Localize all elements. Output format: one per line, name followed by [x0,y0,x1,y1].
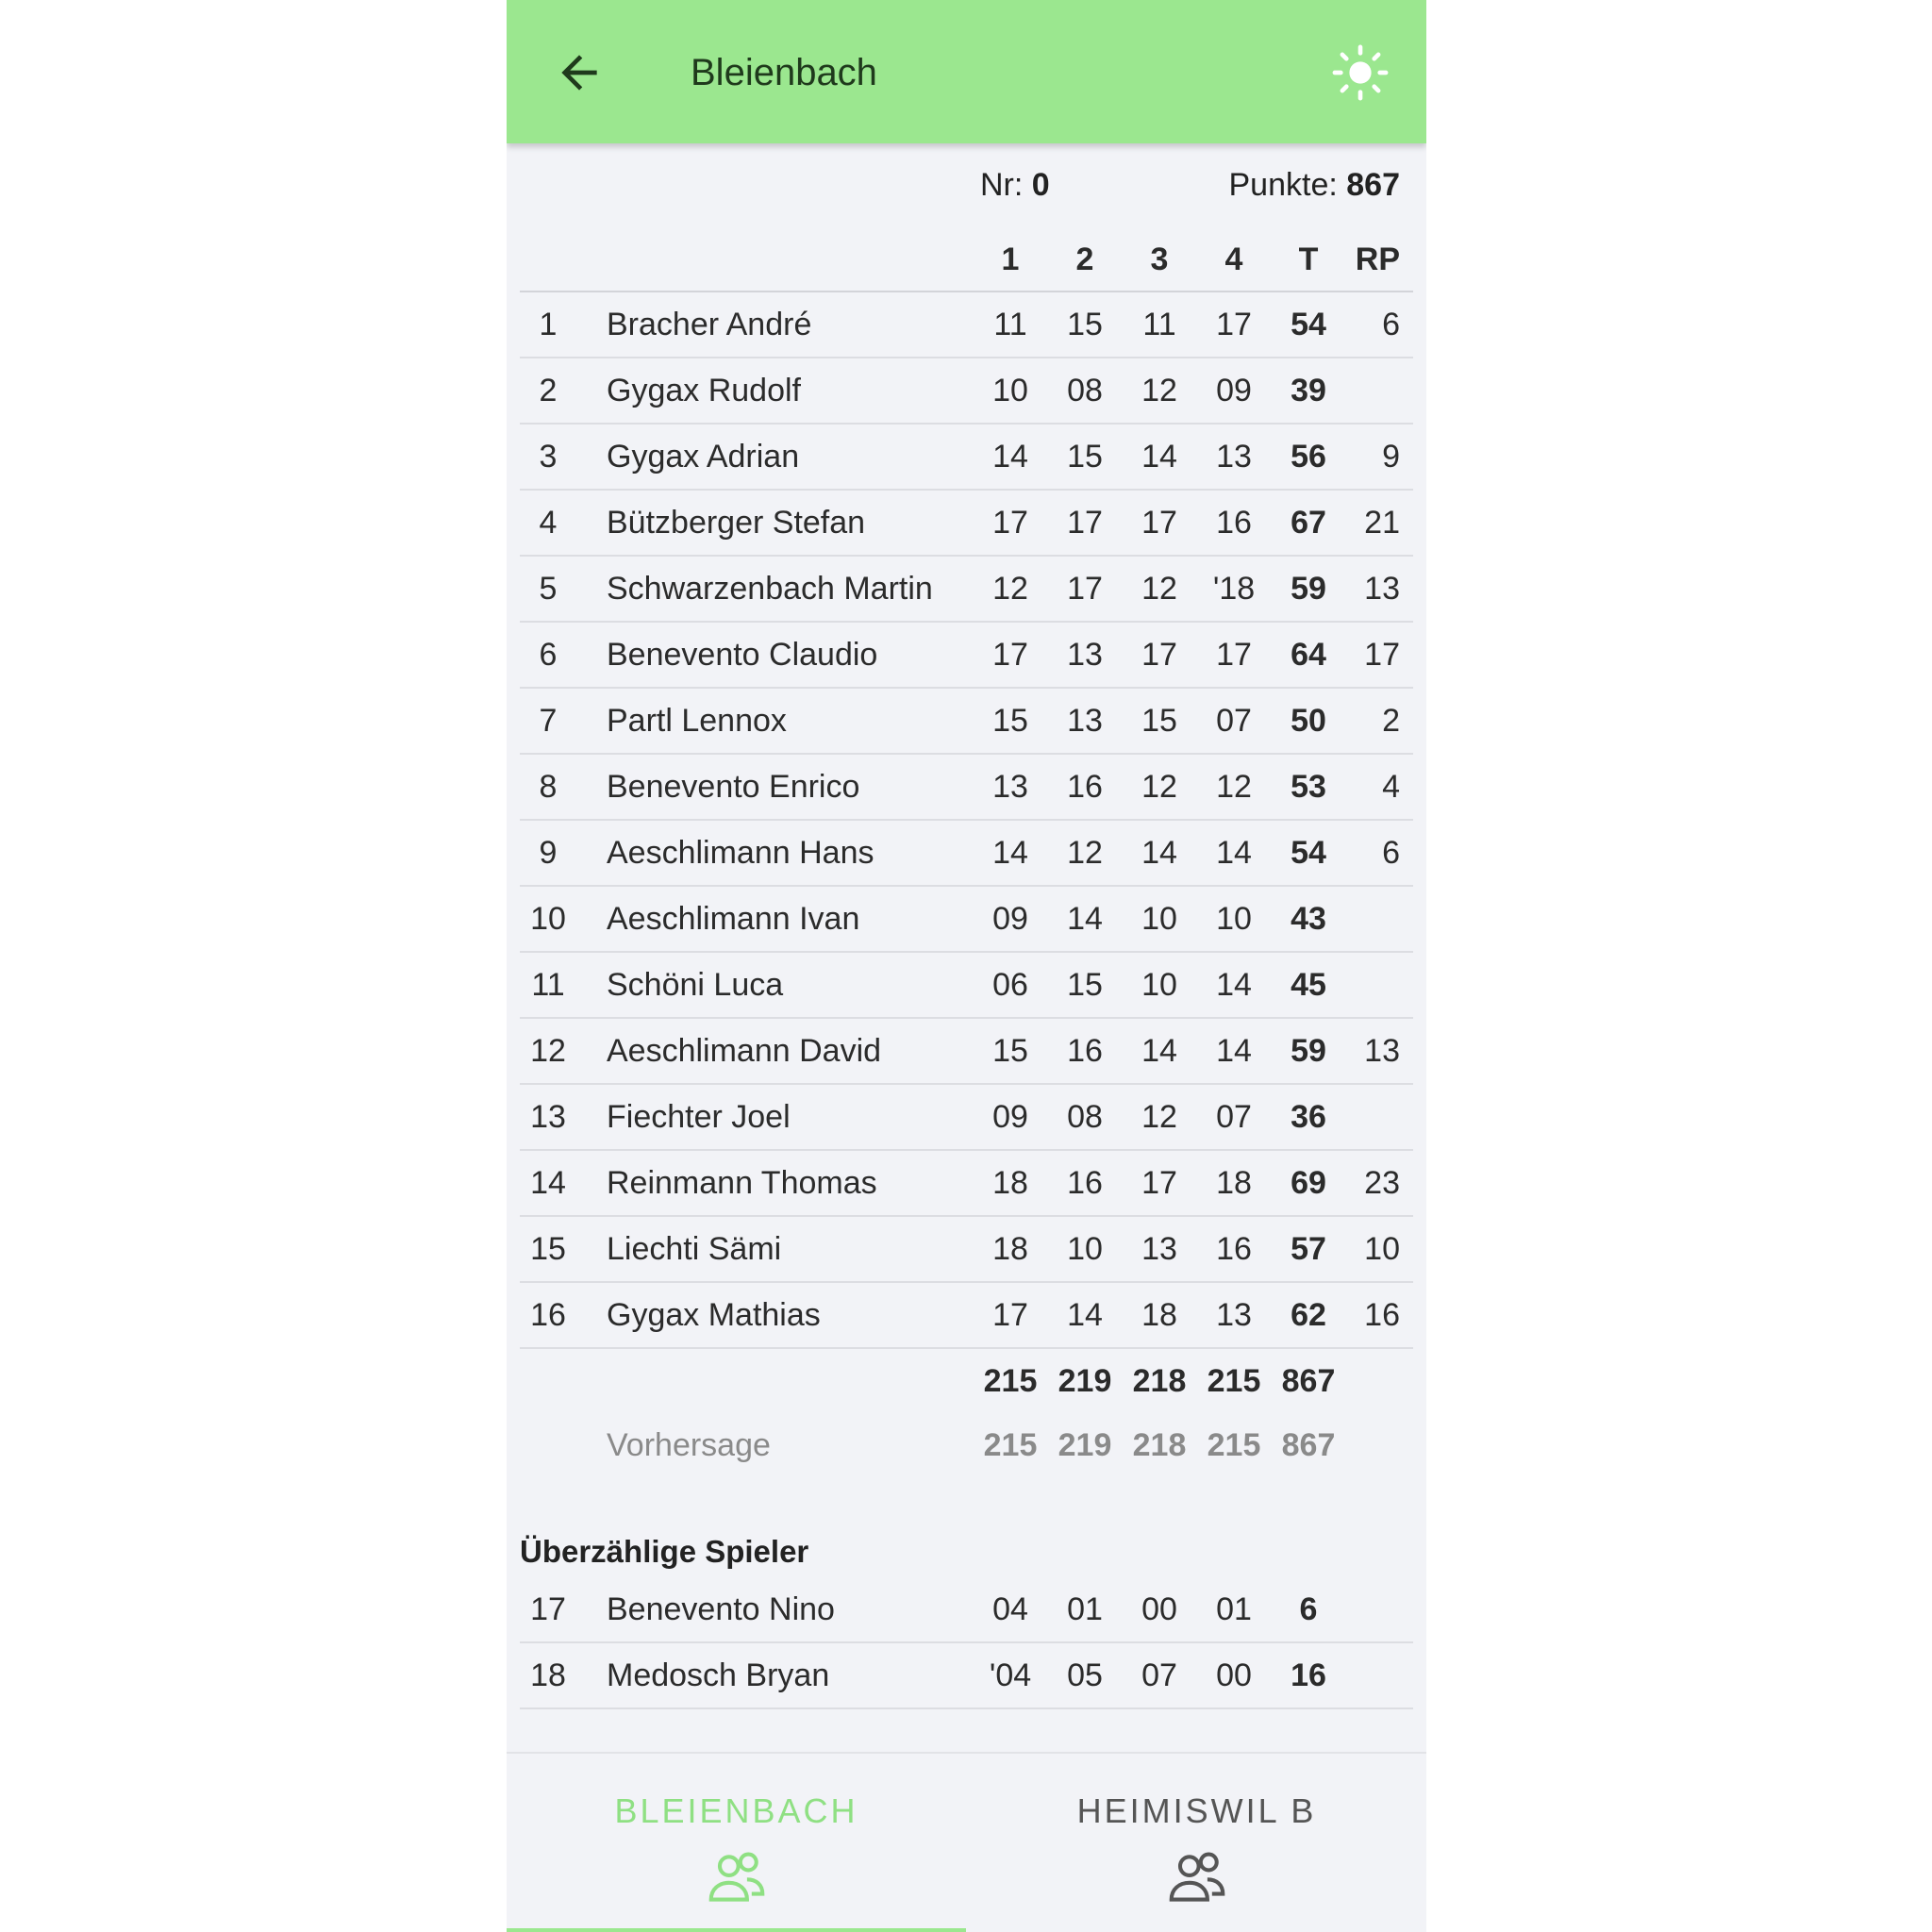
total-score: 59 [1291,571,1326,607]
total-score: 62 [1291,1297,1326,1333]
player-number: 12 [530,1033,566,1069]
column-header: 3 [1150,242,1169,277]
round-4-score: 16 [1216,1231,1252,1267]
player-name: Partl Lennox [607,703,787,739]
table-row[interactable] [520,1085,1413,1151]
column-header: RP [1355,242,1400,277]
round-2-score: 08 [1067,373,1103,408]
round-2-score: 17 [1067,571,1103,607]
round-1-score: '04 [989,1657,1032,1693]
table-row[interactable] [520,887,1413,953]
round-3-score: 00 [1141,1591,1177,1627]
column-header: 1 [1001,242,1020,277]
round-2-score: 13 [1067,703,1103,739]
prediction-round-4: 215 [1207,1427,1261,1463]
round-2-score: 16 [1067,1165,1103,1201]
player-name: Benevento Enrico [607,769,860,805]
table-row[interactable] [520,1643,1413,1709]
player-name: Schwarzenbach Martin [607,571,933,607]
group-icon [706,1848,768,1905]
score-content [520,143,1413,1709]
tab-label: HEIMISWIL B [1076,1791,1317,1830]
total-score: 36 [1291,1099,1326,1135]
sun-icon [1331,43,1390,102]
rank-points: 4 [1382,769,1400,805]
table-row[interactable] [520,425,1413,491]
player-name: Bracher André [607,307,812,342]
round-3-score: 10 [1141,901,1177,937]
app-bar [507,0,1426,143]
total-score: 45 [1291,967,1326,1003]
round-4-score: 00 [1216,1657,1252,1693]
table-row[interactable] [520,358,1413,425]
round-1-score: 13 [992,769,1028,805]
rank-points: 6 [1382,835,1400,871]
player-number: 1 [539,307,558,342]
total-score: 54 [1291,307,1326,342]
round-4-score: 07 [1216,703,1252,739]
player-number: 4 [539,505,558,541]
total-sum: 867 [1281,1363,1336,1399]
round-3-score: 17 [1141,505,1177,541]
player-name: Gygax Mathias [607,1297,821,1333]
round-3-score: 13 [1141,1231,1177,1267]
prediction-round-1: 215 [983,1427,1038,1463]
prediction-label: Vorhersage [607,1427,771,1463]
round-1-score: 06 [992,967,1028,1003]
player-name: Bützberger Stefan [607,505,866,541]
player-number: 15 [530,1231,566,1267]
rank-points: 23 [1364,1165,1400,1201]
round-1-score: 14 [992,439,1028,475]
round-2-score: 15 [1067,439,1103,475]
total-score: 56 [1291,439,1326,475]
table-header [520,228,1413,292]
round-1-score: 09 [992,1099,1028,1135]
player-number: 3 [539,439,558,475]
player-name: Aeschlimann David [607,1033,882,1069]
total-round-1: 215 [983,1363,1038,1399]
rank-points: 16 [1364,1297,1400,1333]
bottom-navigation [507,1752,1426,1932]
total-score: 6 [1299,1591,1318,1627]
round-4-score: 14 [1216,967,1252,1003]
round-4-score: 07 [1216,1099,1252,1135]
round-4-score: 13 [1216,1297,1252,1333]
player-number: 2 [539,373,558,408]
round-3-score: 17 [1141,1165,1177,1201]
round-4-score: 12 [1216,769,1252,805]
tab-heimiswil-b[interactable] [967,1754,1426,1932]
total-score: 59 [1291,1033,1326,1069]
player-name: Benevento Claudio [607,637,878,673]
extra-players-title: Überzählige Spieler [520,1534,809,1569]
round-3-score: 12 [1141,1099,1177,1135]
player-name: Fiechter Joel [607,1099,791,1135]
player-name: Aeschlimann Ivan [607,901,860,937]
back-button[interactable] [546,40,612,106]
round-2-score: 14 [1067,901,1103,937]
round-2-score: 05 [1067,1657,1103,1693]
round-3-score: 14 [1141,1033,1177,1069]
total-score: 67 [1291,505,1326,541]
round-3-score: 11 [1142,307,1176,342]
total-round-2: 219 [1058,1363,1112,1399]
round-1-score: 14 [992,835,1028,871]
round-2-score: 17 [1067,505,1103,541]
page-title: Bleienbach [691,52,877,93]
total-score: 54 [1291,835,1326,871]
prediction-round-2: 219 [1058,1427,1112,1463]
round-3-score: 12 [1141,373,1177,408]
round-3-score: 15 [1141,703,1177,739]
round-4-score: 16 [1216,505,1252,541]
table-row[interactable] [520,689,1413,755]
total-score: 16 [1291,1657,1326,1693]
rank-points: 9 [1382,439,1400,475]
table-row[interactable] [520,1577,1413,1643]
round-3-score: 10 [1141,967,1177,1003]
round-1-score: 11 [993,307,1027,342]
round-1-score: 17 [992,1297,1028,1333]
player-number: 17 [530,1591,566,1627]
total-score: 43 [1291,901,1326,937]
total-round-3: 218 [1132,1363,1187,1399]
rank-points: 2 [1382,703,1400,739]
round-2-score: 10 [1067,1231,1103,1267]
round-4-score: 18 [1216,1165,1252,1201]
player-number: 18 [530,1657,566,1693]
round-4-score: 14 [1216,1033,1252,1069]
table-row[interactable] [520,1217,1413,1283]
table-row[interactable] [520,821,1413,887]
rank-points: 21 [1364,505,1400,541]
player-number: 7 [539,703,558,739]
round-3-score: 14 [1141,835,1177,871]
round-2-score: 01 [1067,1591,1103,1627]
player-name: Schöni Luca [607,967,784,1003]
active-tab-indicator [507,1928,966,1932]
player-name: Gygax Adrian [607,439,800,475]
round-4-score: 17 [1216,637,1252,673]
total-round-4: 215 [1207,1363,1261,1399]
round-1-score: 17 [992,505,1028,541]
player-name: Aeschlimann Hans [607,835,874,871]
player-number: 5 [539,571,558,607]
column-header: 4 [1224,242,1243,277]
table-row[interactable] [520,1283,1413,1349]
player-name: Gygax Rudolf [607,373,801,408]
table-row[interactable] [520,623,1413,689]
table-row[interactable] [520,755,1413,821]
table-row[interactable] [520,557,1413,623]
total-score: 69 [1291,1165,1326,1201]
player-number: 11 [531,967,565,1003]
total-score: 53 [1291,769,1326,805]
round-3-score: 07 [1141,1657,1177,1693]
table-row[interactable] [520,1151,1413,1217]
tab-label: BLEIENBACH [614,1791,858,1830]
player-number: 8 [539,769,558,805]
round-2-score: 15 [1067,967,1103,1003]
round-4-score: 14 [1216,835,1252,871]
tab-bleienbach[interactable] [507,1754,966,1932]
team-number: Nr: 0 [980,167,1050,203]
round-3-score: 18 [1141,1297,1177,1333]
phone-screen [507,0,1426,1932]
totals-row [520,1349,1413,1413]
round-2-score: 13 [1067,637,1103,673]
total-score: 57 [1291,1231,1326,1267]
round-4-score: 17 [1216,307,1252,342]
player-name: Medosch Bryan [607,1657,830,1693]
group-icon [1166,1848,1228,1905]
round-2-score: 16 [1067,769,1103,805]
player-number: 9 [539,835,558,871]
total-score: 39 [1291,373,1326,408]
rank-points: 13 [1364,571,1400,607]
table-row[interactable] [520,1019,1413,1085]
round-2-score: 08 [1067,1099,1103,1135]
rank-points: 6 [1382,307,1400,342]
round-3-score: 12 [1141,769,1177,805]
round-3-score: 14 [1141,439,1177,475]
round-1-score: 18 [992,1165,1028,1201]
prediction-sum: 867 [1281,1427,1336,1463]
round-2-score: 16 [1067,1033,1103,1069]
round-2-score: 15 [1067,307,1103,342]
rank-points: 10 [1364,1231,1400,1267]
theme-toggle-button[interactable] [1327,40,1393,106]
team-points: Punkte: 867 [1228,167,1400,203]
player-list [520,292,1413,1349]
round-4-score: 13 [1216,439,1252,475]
total-score: 50 [1291,703,1326,739]
table-row[interactable] [520,491,1413,557]
round-3-score: 12 [1141,571,1177,607]
round-4-score: 10 [1216,901,1252,937]
round-1-score: 10 [992,373,1028,408]
round-1-score: 15 [992,1033,1028,1069]
player-number: 16 [530,1297,566,1333]
rank-points: 13 [1364,1033,1400,1069]
round-1-score: 18 [992,1231,1028,1267]
column-header: T [1298,242,1319,277]
arrow-left-icon [553,46,606,99]
prediction-row [520,1413,1413,1477]
round-1-score: 15 [992,703,1028,739]
player-name: Benevento Nino [607,1591,835,1627]
round-1-score: 12 [992,571,1028,607]
extra-player-list [520,1577,1413,1709]
round-2-score: 14 [1067,1297,1103,1333]
rank-points: 17 [1364,637,1400,673]
player-number: 10 [530,901,566,937]
round-1-score: 04 [992,1591,1028,1627]
table-row[interactable] [520,953,1413,1019]
table-row[interactable] [520,292,1413,358]
round-2-score: 12 [1067,835,1103,871]
round-1-score: 17 [992,637,1028,673]
round-1-score: 09 [992,901,1028,937]
prediction-round-3: 218 [1132,1427,1187,1463]
player-name: Reinmann Thomas [607,1165,877,1201]
player-name: Liechti Sämi [607,1231,782,1267]
total-score: 64 [1291,637,1326,673]
round-3-score: 17 [1141,637,1177,673]
player-number: 14 [530,1165,566,1201]
player-number: 13 [530,1099,566,1135]
round-4-score: '18 [1212,571,1256,607]
player-number: 6 [539,637,558,673]
round-4-score: 01 [1216,1591,1252,1627]
round-4-score: 09 [1216,373,1252,408]
summary-header [520,143,1413,228]
column-header: 2 [1075,242,1094,277]
